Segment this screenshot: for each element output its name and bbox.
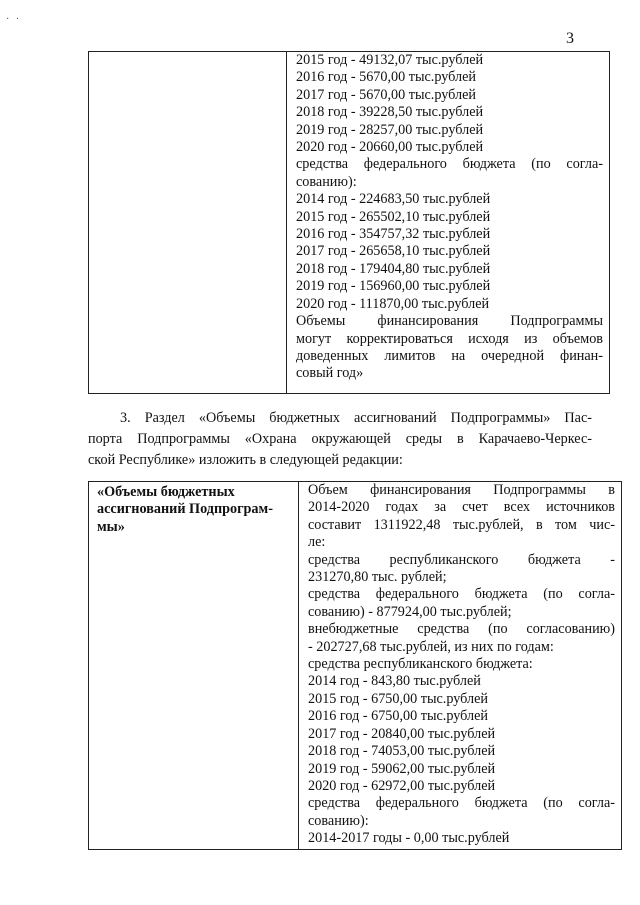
table2-line: 2015 год - 6750,00 тыс.рублей bbox=[308, 690, 488, 707]
table2-line: сованию): bbox=[308, 812, 369, 829]
table1-line: средства федерального бюджета (по согла- bbox=[296, 156, 603, 173]
table1-line: 2020 год - 20660,00 тыс.рублей bbox=[296, 139, 484, 156]
table1-line: Объемы финансирования Подпрограммы bbox=[296, 313, 603, 330]
budget-allocation-table bbox=[88, 481, 622, 850]
table1-line: 2016 год - 354757,32 тыс.рублей bbox=[296, 226, 491, 243]
page-number: 3 bbox=[566, 30, 574, 47]
table2-line: составит 1311922,48 тыс.рублей, в том чис- bbox=[308, 516, 615, 533]
table2-line: 2017 год - 20840,00 тыс.рублей bbox=[308, 725, 496, 742]
table2-label-line: мы» bbox=[97, 518, 125, 535]
table1-line: 2019 год - 28257,00 тыс.рублей bbox=[296, 121, 484, 138]
table2-label-line: «Объемы бюджетных bbox=[97, 484, 235, 500]
table1-line: доведенных лимитов на очередной финан- bbox=[296, 347, 603, 364]
table2-line: ле: bbox=[308, 534, 326, 551]
table2-line: средства федерального бюджета (по согла- bbox=[308, 586, 615, 603]
table2-line: Объем финансирования Подпрограммы в bbox=[308, 482, 615, 498]
table1-left-cell bbox=[89, 52, 287, 394]
table2-line: 231270,80 тыс. рублей; bbox=[308, 569, 447, 586]
table2-line: 2014 год - 843,80 тыс.рублей bbox=[308, 673, 481, 690]
table1-line: 2017 год - 5670,00 тыс.рублей bbox=[296, 86, 476, 103]
table1-line: 2019 год - 156960,00 тыс.рублей bbox=[296, 278, 491, 295]
funding-table-continued bbox=[88, 51, 610, 394]
paragraph-line: 3. Раздел «Объемы бюджетных ассигнований Подпрограммы» Пас- bbox=[120, 410, 592, 426]
table1-line: 2016 год - 5670,00 тыс.рублей bbox=[296, 69, 476, 86]
table1-right-cell bbox=[287, 52, 610, 394]
table2-line: 2016 год - 6750,00 тыс.рублей bbox=[308, 708, 488, 725]
table1-line: 2015 год - 265502,10 тыс.рублей bbox=[296, 208, 491, 225]
table1-line: 2018 год - 39228,50 тыс.рублей bbox=[296, 104, 484, 121]
table2-content-cell bbox=[299, 482, 622, 850]
table1-line: 2018 год - 179404,80 тыс.рублей bbox=[296, 260, 491, 277]
table1-line: 2014 год - 224683,50 тыс.рублей bbox=[296, 191, 491, 208]
paragraph-line: порта Подпрограммы «Охрана окружающей среды в Карачаево-Черкес- bbox=[88, 431, 592, 447]
table1-line: могут корректироваться исходя из объемов bbox=[296, 330, 603, 347]
table2-line: средства республиканского бюджета: bbox=[308, 656, 533, 673]
paragraph-line: ской Республике» изложить в следующей редакции: bbox=[88, 452, 403, 468]
table1-line: 2015 год - 49132,07 тыс.рублей bbox=[296, 52, 484, 68]
table2-line: 2019 год - 59062,00 тыс.рублей bbox=[308, 760, 496, 777]
table2-label-cell bbox=[89, 482, 299, 850]
table1-line: сованию): bbox=[296, 173, 357, 190]
table2-line: 2014-2020 годах за счет всех источников bbox=[308, 499, 615, 516]
table2-line: - 202727,68 тыс.рублей, из них по годам: bbox=[308, 638, 554, 655]
table2-line: 2014-2017 годы - 0,00 тыс.рублей bbox=[308, 830, 510, 847]
table2-line: средства республиканского бюджета - bbox=[308, 551, 615, 568]
table2-line: внебюджетные средства (по согласованию) bbox=[308, 621, 615, 638]
table2-label-line: ассигнований Подпрограм- bbox=[97, 501, 273, 518]
table2-line: средства федерального бюджета (по согла- bbox=[308, 795, 615, 812]
table2-line: 2018 год - 74053,00 тыс.рублей bbox=[308, 743, 496, 760]
table1-line: совый год» bbox=[296, 365, 364, 382]
section-3-paragraph bbox=[88, 408, 592, 471]
scan-marks: · · bbox=[6, 14, 22, 25]
table2-line: 2020 год - 62972,00 тыс.рублей bbox=[308, 777, 496, 794]
table1-line: 2017 год - 265658,10 тыс.рублей bbox=[296, 243, 491, 260]
table2-line: сованию) - 877924,00 тыс.рублей; bbox=[308, 603, 512, 620]
table1-line: 2020 год - 111870,00 тыс.рублей bbox=[296, 295, 490, 312]
